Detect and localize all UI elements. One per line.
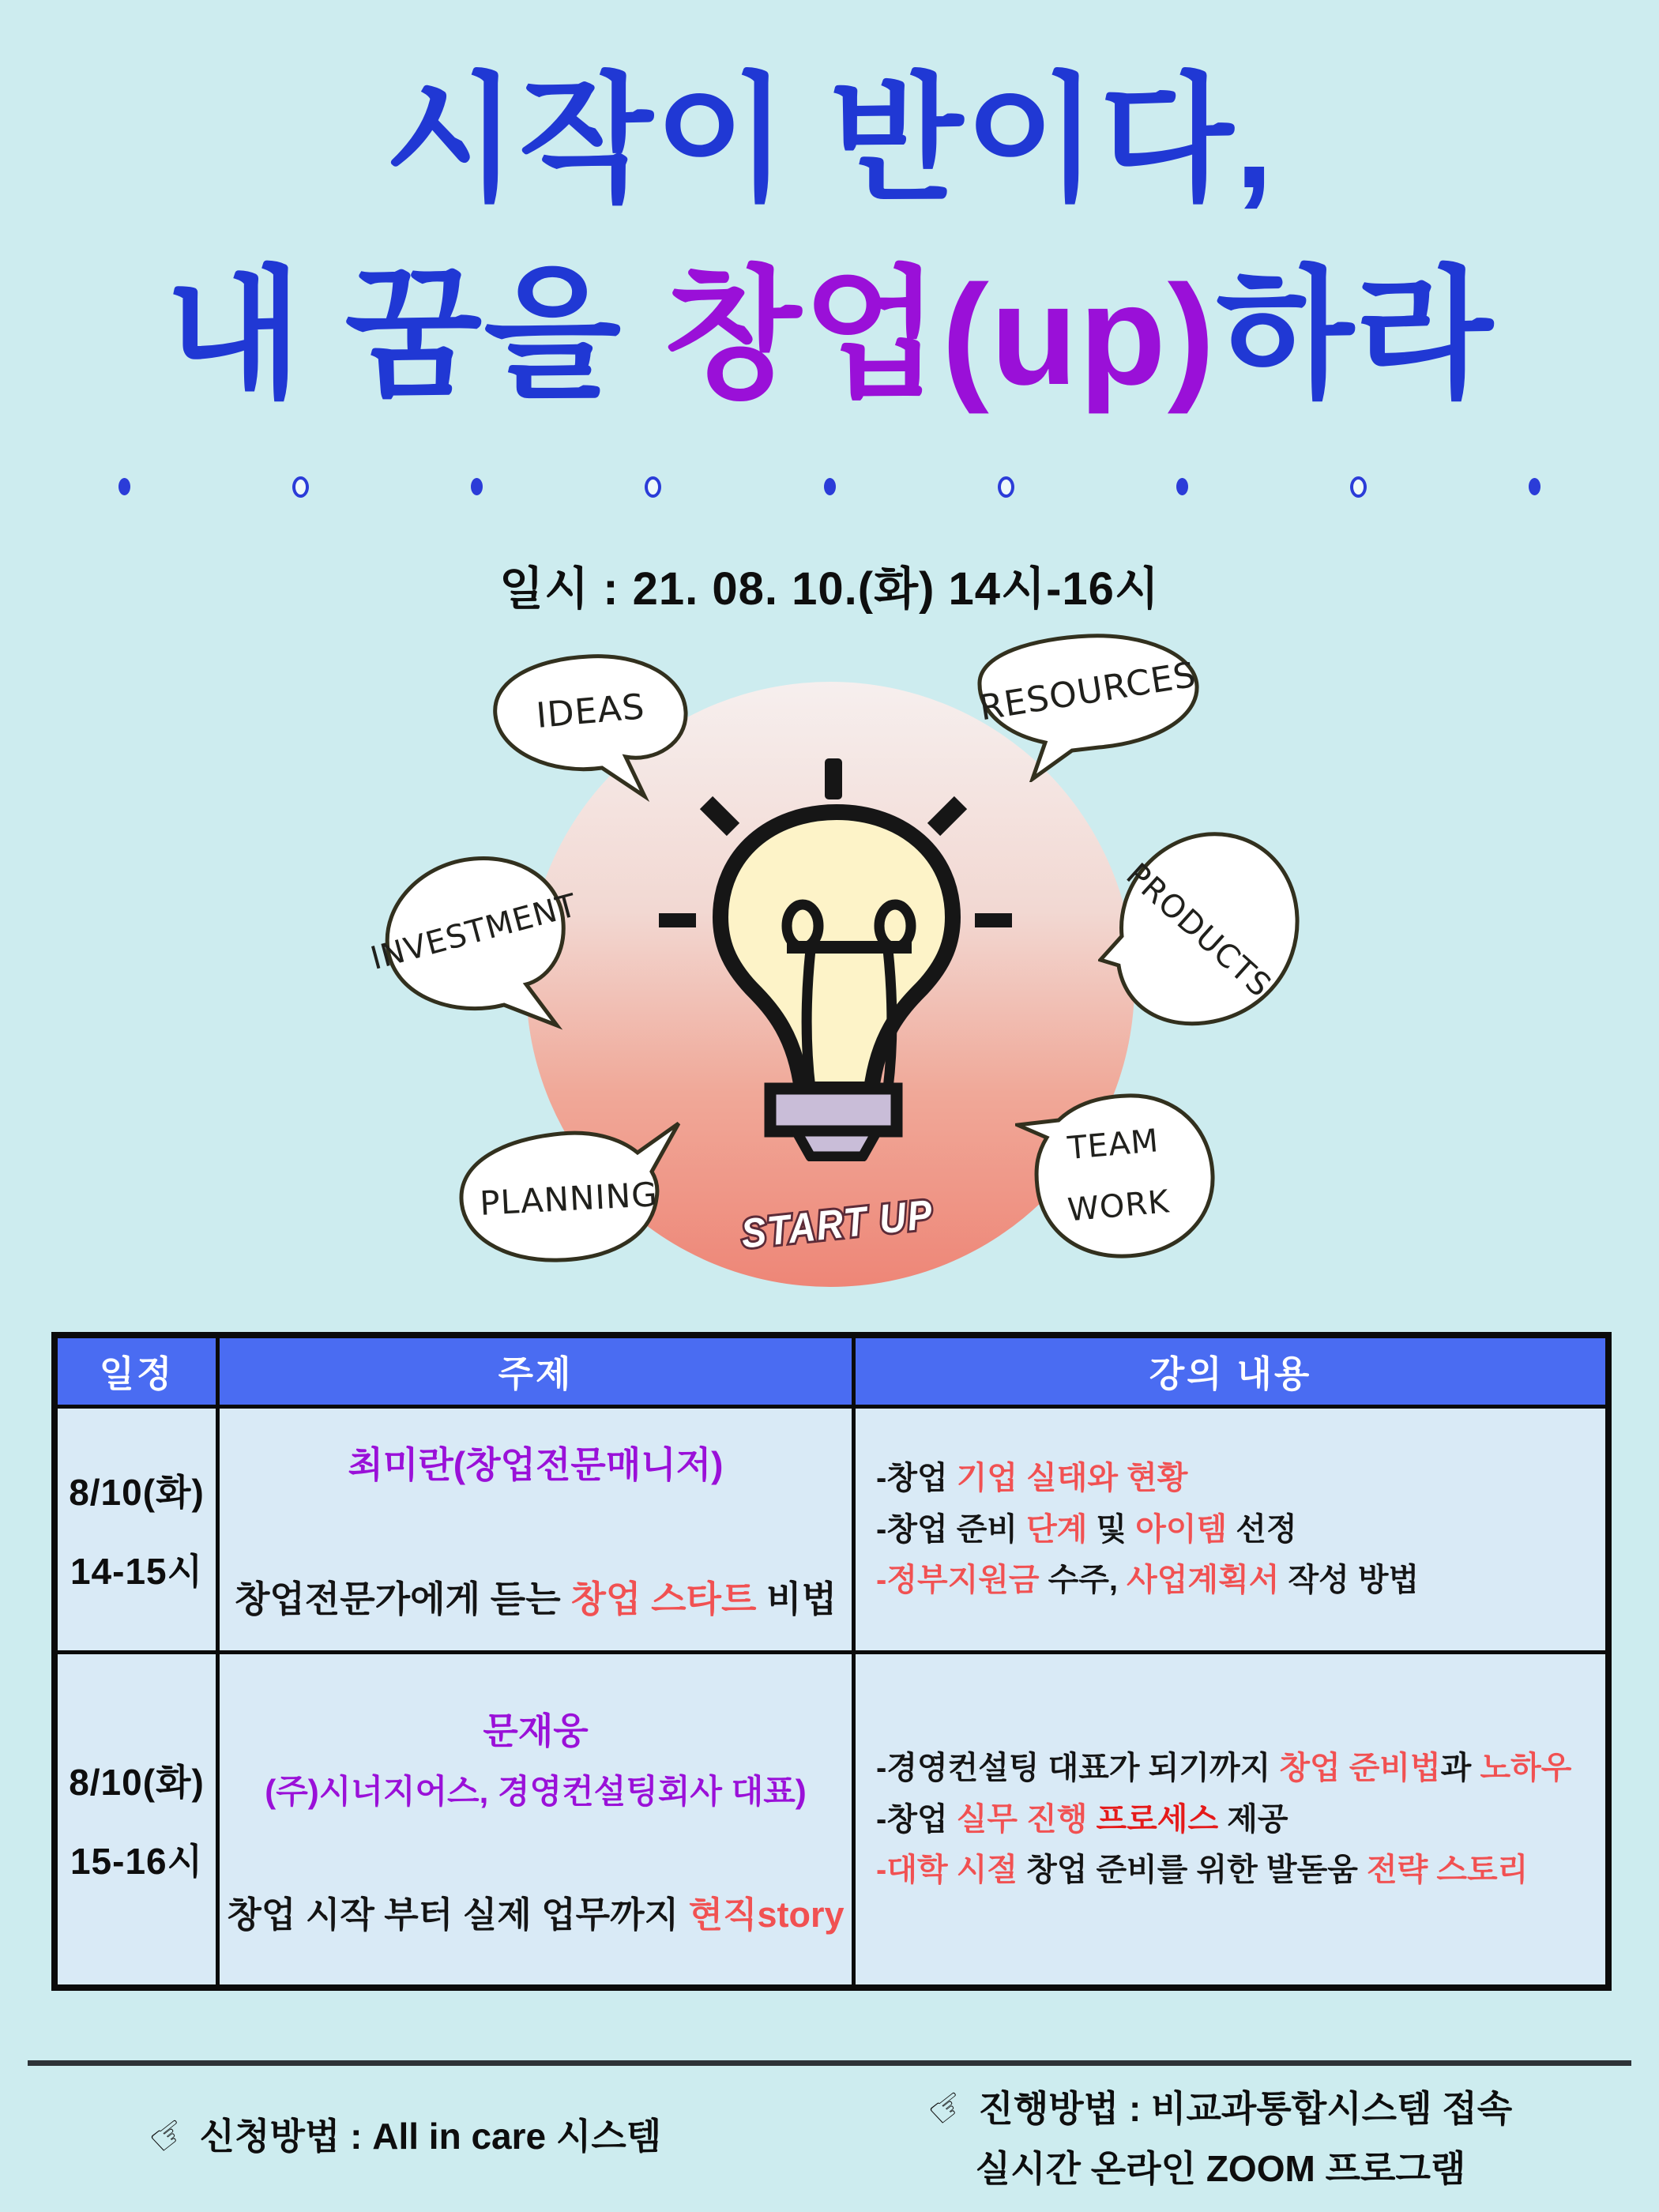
speech-bubble-resources xyxy=(974,632,1202,782)
bubble-label-planning: PLANNING xyxy=(479,1175,659,1223)
dot-outline-icon xyxy=(645,476,661,498)
process-method xyxy=(893,2078,1548,2199)
startup-caption: START UP xyxy=(739,1191,936,1258)
dot-icon xyxy=(1529,478,1540,495)
topic-cell-row2 xyxy=(220,1654,852,1984)
schedule-date: 8/10(화) xyxy=(69,1762,205,1803)
contents-cell-row2 xyxy=(856,1654,1605,1984)
speech-bubble-products xyxy=(1098,830,1300,1031)
apply-method xyxy=(140,2105,662,2165)
content-line: -창업 준비 단계 및 아이템 선정 xyxy=(876,1511,1297,1547)
header-schedule: 일정 xyxy=(58,1338,216,1405)
pointing-finger-icon: ☞ xyxy=(140,2105,198,2165)
dot-icon xyxy=(118,478,130,495)
title-line2-suffix: 하라 xyxy=(1216,256,1495,415)
dot-icon xyxy=(471,478,483,495)
bubble-label-investment: INVESTMENT xyxy=(367,887,581,977)
bubble-label-resources: RESOURCES xyxy=(976,654,1199,728)
bubble-label-teamwork xyxy=(1008,1082,1224,1268)
lightbulb-icon xyxy=(648,750,1019,1161)
bubble-label-products: PRODUCTS xyxy=(1119,856,1279,1005)
header-topic: 주제 xyxy=(220,1338,852,1405)
topic-cell-row1 xyxy=(220,1409,852,1650)
schedule-date: 8/10(화) xyxy=(69,1472,205,1513)
dot-outline-icon xyxy=(998,476,1014,498)
speaker-name-row1: 최미란(창업전문매니저) xyxy=(348,1444,724,1485)
topic-subtitle-row1: 창업전문가에게 듣는 창업 스타트 비법 xyxy=(234,1578,837,1620)
schedule-table xyxy=(51,1332,1612,1991)
dot-outline-icon xyxy=(1350,476,1367,498)
dot-icon xyxy=(824,478,836,495)
schedule-cell-row1 xyxy=(58,1409,216,1650)
process-method-text: 진행방법 : 비교과통합시스템 접속 xyxy=(978,2088,1513,2129)
apply-method-text: 신청방법 : All in care 시스템 xyxy=(199,2116,662,2157)
speech-bubble-investment xyxy=(367,853,581,1031)
poster-title-line2 xyxy=(0,256,1659,415)
speech-bubble-ideas xyxy=(490,652,691,802)
content-line: -정부지원금 수주, 사업계획서 작성 방법 xyxy=(876,1563,1420,1598)
process-method-line1 xyxy=(893,2078,1548,2139)
title-line2-prefix: 내 꿈을 xyxy=(164,256,664,415)
speaker-company-row2: (주)시너지어스, 경영컨설팅회사 대표) xyxy=(265,1772,807,1810)
pointing-finger-icon: ☞ xyxy=(918,2078,976,2138)
footer-divider xyxy=(28,2060,1631,2066)
content-line: -창업 실무 진행 프로세스 제공 xyxy=(876,1801,1288,1837)
poster-title-line1: 시작이 반이다, xyxy=(384,63,1275,217)
dot-icon xyxy=(1176,478,1188,495)
speech-bubble-planning xyxy=(454,1118,683,1276)
schedule-time: 15-16시 xyxy=(70,1841,204,1882)
dots-divider xyxy=(118,477,1540,496)
contents-cell-row1 xyxy=(856,1409,1605,1650)
schedule-time: 14-15시 xyxy=(70,1551,204,1592)
schedule-cell-row2 xyxy=(58,1654,216,1984)
dot-outline-icon xyxy=(292,476,309,498)
title-line2-highlight: 창업(up) xyxy=(664,256,1217,415)
content-line: -경영컨설팅 대표가 되기까지 창업 준비법과 노하우 xyxy=(876,1750,1572,1785)
topic-subtitle-row2: 창업 시작 부터 실제 업무까지 현직story xyxy=(227,1894,845,1935)
header-contents: 강의 내용 xyxy=(856,1338,1605,1405)
bubble-label-work: WORK xyxy=(1066,1183,1172,1228)
event-datetime: 일시 : 21. 08. 10.(화) 14시-16시 xyxy=(499,563,1160,615)
bubble-label-ideas: IDEAS xyxy=(534,686,647,736)
content-line: -창업 기업 실태와 현황 xyxy=(876,1460,1188,1495)
content-line: -대학 시절 창업 준비를 위한 발돋움 전략 스토리 xyxy=(876,1853,1529,1888)
process-method-line2: 실시간 온라인 ZOOM 프로그램 xyxy=(975,2148,1466,2189)
bubble-label-team: TEAM xyxy=(1066,1122,1161,1167)
speech-bubble-teamwork xyxy=(1015,1090,1217,1260)
speaker-name-row2: 문재웅 xyxy=(483,1710,589,1751)
